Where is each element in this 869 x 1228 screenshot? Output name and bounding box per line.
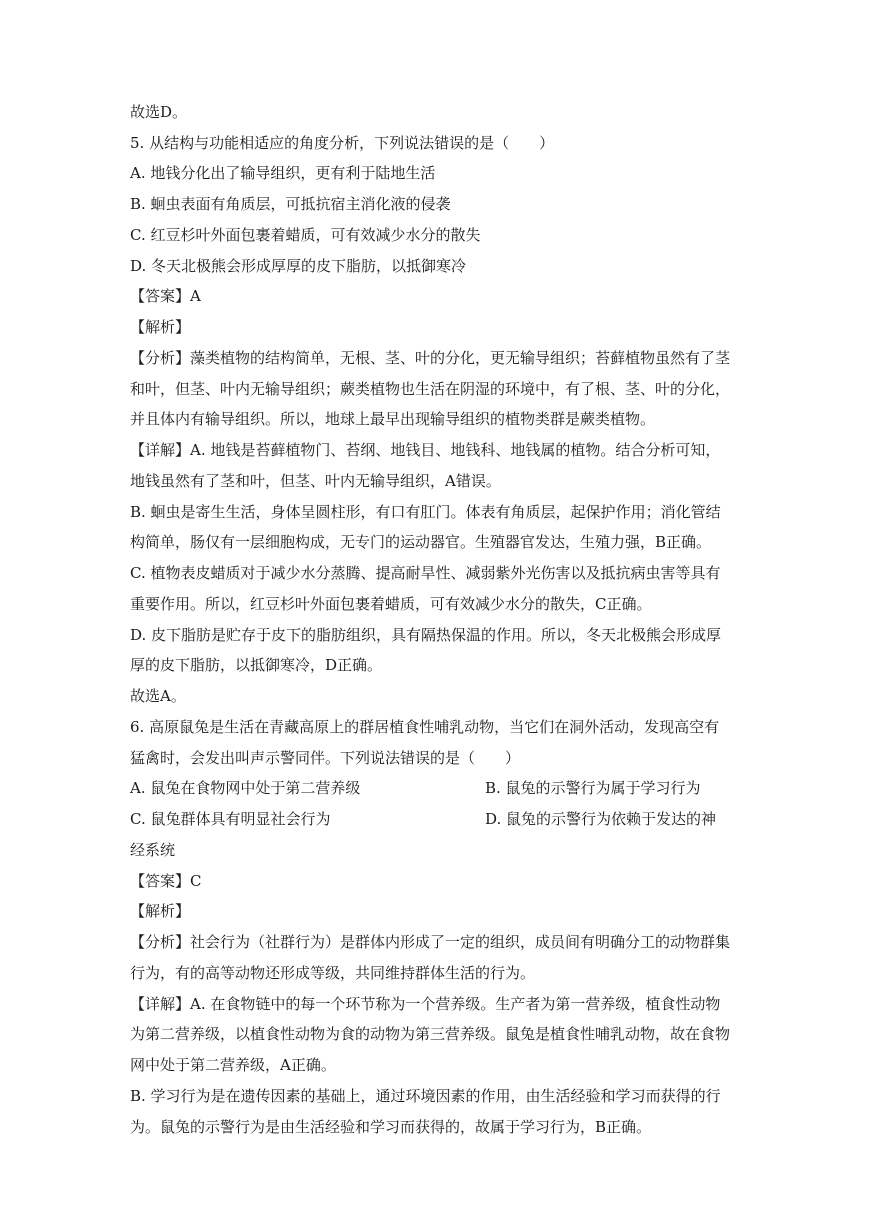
text-line: 【详解】A. 在食物链中的每一个环节称为一个营养级。生产者为第一营养级，植食性动物: [130, 995, 721, 1013]
text-line: 为。鼠兔的示警行为是由生活经验和学习而获得的，故属于学习行为，B正确。: [130, 1118, 652, 1136]
text-line: 重要作用。所以，红豆杉叶外面包裹着蜡质，可有效减少水分的散失，C正确。: [130, 595, 652, 613]
text-line: C. 植物表皮蜡质对于减少水分蒸腾、提高耐旱性、减弱紫外光伤害以及抵抗病虫害等具有: [130, 564, 721, 582]
option-d: D. 冬天北极熊会形成厚厚的皮下脂肪，以抵御寒冷: [130, 257, 467, 275]
option-c: C. 红豆杉叶外面包裹着蜡质，可有效减少水分的散失: [130, 226, 481, 244]
option-b: B. 蛔虫表面有角质层，可抵抗宿主消化液的侵袭: [130, 195, 451, 213]
text-line: D. 皮下脂肪是贮存于皮下的脂肪组织，具有隔热保温的作用。所以，冬天北极熊会形成厚: [130, 626, 722, 644]
question-6-stem: 6. 高原鼠兔是生活在青藏高原上的群居植食性哺乳动物，当它们在洞外活动，发现高空有: [130, 718, 720, 736]
text-line: 故选A。: [130, 687, 186, 705]
analysis-label: 【解析】: [130, 902, 191, 920]
option-d: D. 鼠兔的示警行为依赖于发达的神: [485, 810, 717, 828]
text-line: B. 蛔虫是寄生生活，身体呈圆柱形，有口有肛门。体表有角质层，起保护作用；消化管结: [130, 503, 721, 521]
text-line: 和叶，但茎、叶内无输导组织；蕨类植物也生活在阴湿的环境中，有了根、茎、叶的分化，: [130, 380, 731, 398]
answer-label: 【答案】A: [130, 287, 201, 305]
text-line: 行为，有的高等动物还形成等级，共同维持群体生活的行为。: [130, 964, 536, 982]
text-line: 厚的皮下脂肪，以抵御寒冷，D正确。: [130, 656, 383, 674]
text-line: 【分析】藻类植物的结构简单，无根、茎、叶的分化，更无输导组织；苔藓植物虽然有了茎: [130, 349, 731, 367]
text-line: 为第二营养级，以植食性动物为食的动物为第三营养级。鼠兔是植食性哺乳动物，故在食物: [130, 1025, 731, 1043]
option-a: A. 地钱分化出了输导组织，更有利于陆地生活: [130, 164, 436, 182]
text-line: 故选D。: [130, 103, 188, 121]
option-c: C. 鼠兔群体具有明显社会行为: [130, 810, 331, 828]
text-line: 经系统: [130, 841, 176, 859]
text-line: 构简单，肠仅有一层细胞构成，无专门的运动器官。生殖器官发达，生殖力强，B正确。: [130, 533, 712, 551]
question-5-stem: 5. 从结构与功能相适应的角度分析，下列说法错误的是（ ）: [130, 134, 555, 152]
text-line: 【详解】A. 地钱是苔藓植物门、苔纲、地钱目、地钱科、地钱属的植物。结合分析可知，: [130, 441, 721, 459]
text-line: 网中处于第二营养级，A正确。: [130, 1056, 336, 1074]
text-line: B. 学习行为是在遗传因素的基础上，通过环境因素的作用，由生活经验和学习而获得的行: [130, 1087, 721, 1105]
text-line: 地钱虽然有了茎和叶，但茎、叶内无输导组织，A错误。: [130, 472, 501, 490]
option-a: A. 鼠兔在食物网中处于第二营养级: [130, 779, 361, 797]
option-b: B. 鼠兔的示警行为属于学习行为: [485, 779, 701, 797]
text-line: 并且体内有输导组织。所以，地球上最早出现输导组织的植物类群是蕨类植物。: [130, 410, 656, 428]
answer-label: 【答案】C: [130, 872, 202, 890]
text-line: 【分析】社会行为（社群行为）是群体内形成了一定的组织，成员间有明确分工的动物群集: [130, 933, 731, 951]
analysis-label: 【解析】: [130, 318, 191, 336]
text-line: 猛禽时，会发出叫声示警同伴。下列说法错误的是（ ）: [130, 749, 521, 767]
